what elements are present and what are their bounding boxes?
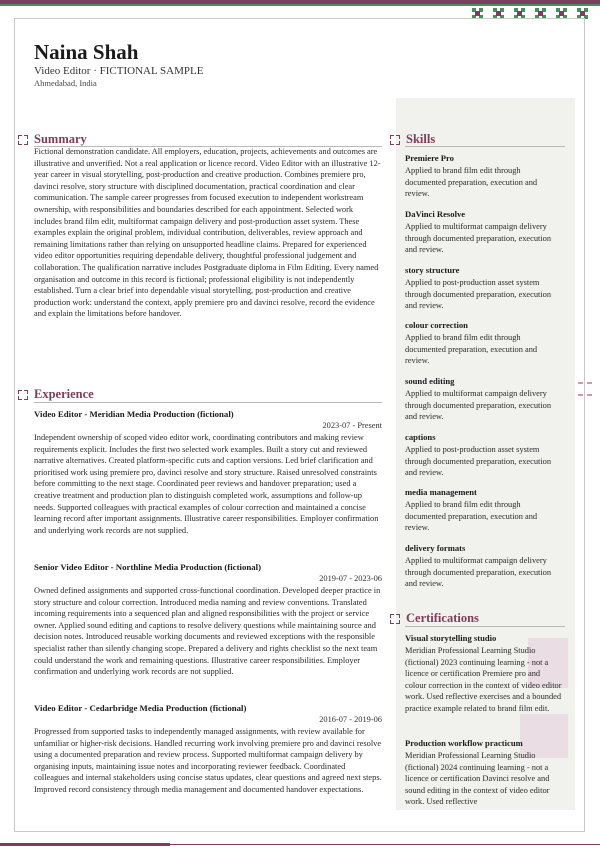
experience-rule xyxy=(34,402,382,403)
skill-name: sound editing xyxy=(405,376,455,386)
skill-name: media management xyxy=(405,487,477,497)
margin-mark-icon xyxy=(578,382,592,396)
skills-rule xyxy=(405,146,565,147)
skill-name: Premiere Pro xyxy=(405,153,454,163)
skill-description: Applied to brand film edit through documented preparation, execution and review. xyxy=(405,333,538,366)
job-dates: 2023-07 - Present xyxy=(322,421,382,430)
skill-name: DaVinci Resolve xyxy=(405,209,466,219)
job-description: Owned defined assignments and supported cross-functional coordination. Developed deeper practice in story structure and colour correction. Introduced media naming and review conventions. Translated incoming requirements into a sequenced plan and aligned responsibilities with the project or service owner. Applied sound editing and captions to resolve delivery questions while maintaining source and decision notes. Introduced reusable working documents and reviewed exceptions with the responsible specialist rather than silently changing scope. Prepared a delivery and rights checklist so the next team could understand the work and remaining questions. Illustrative career responsibilities. Employer confirmation and underlying work records are not supplied. xyxy=(34,586,381,677)
job-title: Senior Video Editor - Northline Media Production (fictional) xyxy=(34,562,262,572)
skill-name: story structure xyxy=(405,265,460,275)
section-icon xyxy=(18,390,28,400)
skills-title: Skills xyxy=(406,132,436,146)
summary-title: Summary xyxy=(34,132,87,146)
section-icon xyxy=(18,135,28,145)
section-icon xyxy=(390,614,400,624)
skill-description: Applied to multiformat campaign delivery through documented preparation, execution and review. xyxy=(405,222,552,255)
candidate-role: Video Editor · FICTIONAL SAMPLE xyxy=(34,65,204,77)
candidate-location: Ahmedabad, India xyxy=(34,78,97,88)
job-description: Progressed from supported tasks to independently managed assignments, with review available for unfamiliar or higher-risk decisions. Handled recurring work involving premiere pro and davinci resolve using a documented preparation and review process. Supported multiformat campaign delivery by organising inputs, maintaining issue notes and incorporating reviewer feedback. Coordinated colleagues and internal stakeholders using concise status updates, clear questions and agreed next steps. Improved record consistency through media management and documented handover expectations. xyxy=(34,727,382,794)
skill-name: delivery formats xyxy=(405,543,466,553)
summary-heading xyxy=(18,132,87,147)
summary-text: Fictional demonstration candidate. All employers, education, projects, achievements and outcomes are illustrative and unverified. Not a real application or licence record. Video Editor with an illustrative 12-year career in visual storytelling, post-production and creative production. Combines premiere pro, davinci resolve, story structure with disciplined documentation, practical coordination and clear communication. The sample career progresses from focused execution to independent workstream ownership, with responsibilities and boundaries described for each appointment. Selected work includes brand film edit, multiformat campaign delivery and post-production asset system. These examples explain the original problem, individual contribution, deliverables, review approach and remaining limitations rather than relying on unsupported headline claims. Prepared for experienced video editor opportunities requiring dependable delivery, thoughtful professional judgement and collaboration. The qualification narrative includes Postgraduate diploma in Film Editing. Every named organisation and outcome in this record is fictional; professional eligibility is not independently established. Turn a clear brief into dependable visual storytelling, post-production and creative production work: understand the context, apply premiere pro and davinci resolve, record the evidence and explain the limitations before handover. xyxy=(34,147,381,319)
certification-description: Meridian Professional Learning Studio (fictional) 2023 continuing learning - not a licence or certification Premiere pro and colour correction in the context of video editor work. Used reflective exercises and a bounded practice example related to brand film edit. xyxy=(405,646,562,713)
skill-name: captions xyxy=(405,432,436,442)
job-dates: 2016-07 - 2019-06 xyxy=(319,715,382,724)
top-accent-stripe xyxy=(0,4,600,6)
certifications-title: Certifications xyxy=(406,611,479,625)
candidate-name: Naina Shah xyxy=(34,40,139,64)
job-description: Independent ownership of scoped video editor work, coordinating contributors and making review requirements explicit. Includes the first two selected work examples. Built a story cut and reviewed narrative alternatives. Created platform-specific cuts and caption versions. Led brief clarification and prioritised work using premiere pro, davinci resolve and story structure. Raised unresolved constraints before committing to the next stage. Coordinated peer reviews and handover preparation; used a creative treatment and production plan to distinguish completed work, assumptions and follow-up needs. Supported colleagues with practical examples of colour correction and maintained a concise learning record after important assignments. Illustrative career responsibilities. Employer confirmation and underlying work records are not supplied. xyxy=(34,433,379,535)
certification-name: Visual storytelling studio xyxy=(405,633,497,643)
skill-description: Applied to post-production asset system through documented preparation, execution and review. xyxy=(405,445,552,478)
job-title: Video Editor - Cedarbridge Media Production (fictional) xyxy=(34,703,247,713)
skill-description: Applied to brand film edit through documented preparation, execution and review. xyxy=(405,166,538,199)
skill-description: Applied to multiformat campaign delivery through documented preparation, execution and review. xyxy=(405,556,552,589)
job-dates: 2019-07 - 2023-06 xyxy=(319,574,382,583)
skills-heading xyxy=(390,132,435,147)
job-title: Video Editor - Meridian Media Production (fictional) xyxy=(34,409,234,419)
experience-heading xyxy=(18,387,94,402)
footer-rule xyxy=(170,844,600,845)
skill-name: colour correction xyxy=(405,320,468,330)
skill-description: Applied to brand film edit through documented preparation, execution and review. xyxy=(405,500,538,533)
skill-description: Applied to post-production asset system through documented preparation, execution and review. xyxy=(405,278,552,311)
certification-description: Meridian Professional Learning Studio (fictional) 2024 continuing learning - not a licence or certification Davinci resolve and sound editing in the context of video editor work. Used reflective xyxy=(405,751,550,807)
certification-name: Production workflow practicum xyxy=(405,738,523,748)
certifications-rule xyxy=(405,626,565,627)
certifications-heading xyxy=(390,611,479,626)
section-icon xyxy=(390,135,400,145)
footer-accent-bar xyxy=(0,843,170,846)
experience-title: Experience xyxy=(34,387,94,401)
skill-description: Applied to multiformat campaign delivery through documented preparation, execution and review. xyxy=(405,389,552,422)
